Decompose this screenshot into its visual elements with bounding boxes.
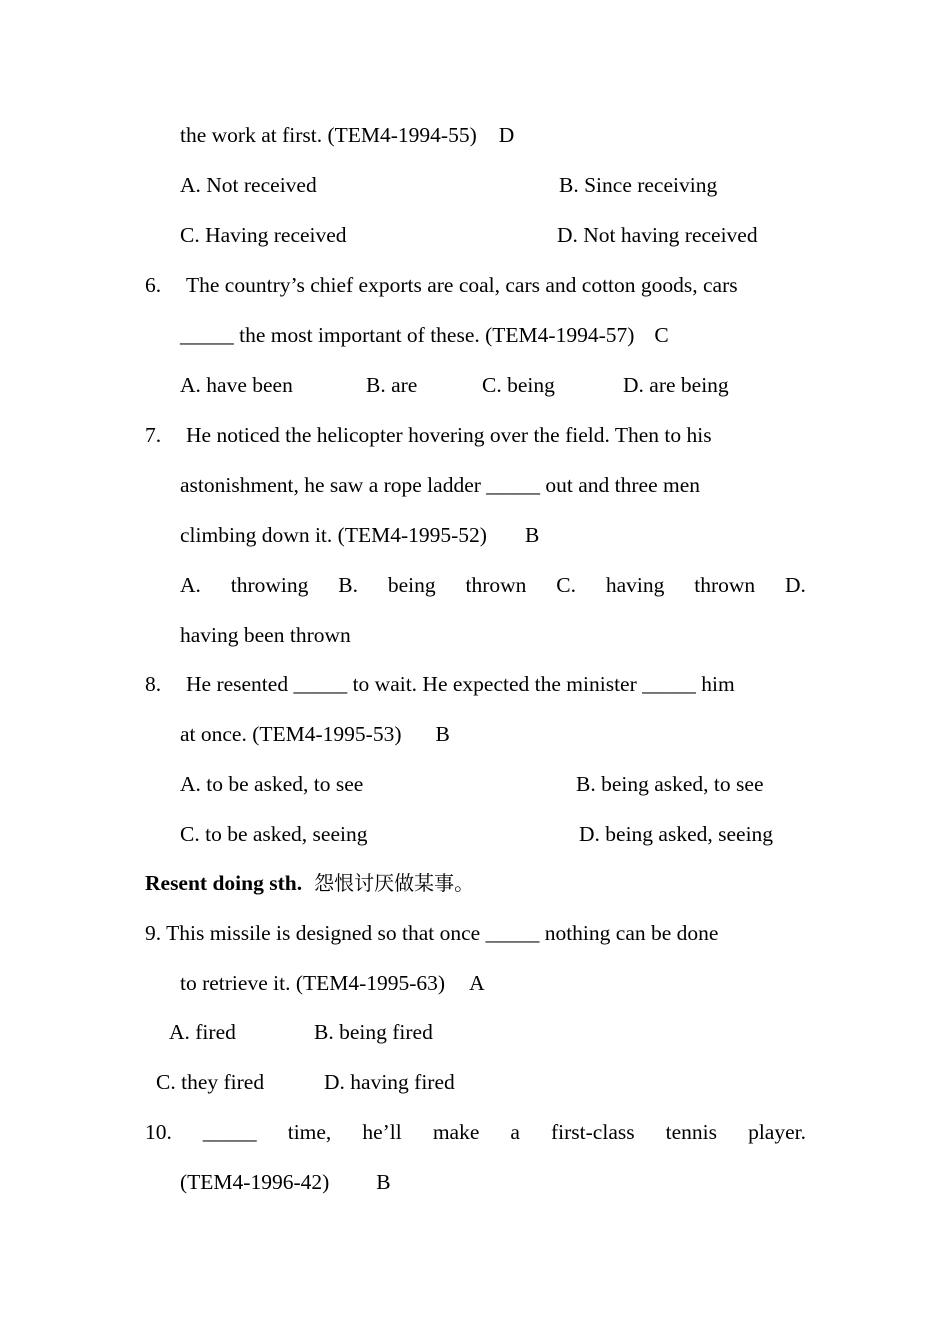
q7-line3: climbing down it. (TEM4-1995-52) bbox=[180, 523, 487, 547]
q6-line2: _____ the most important of these. (TEM4-1994-57) bbox=[180, 323, 635, 347]
q7-opt-word: thrown bbox=[465, 573, 527, 597]
q9-option-d: D. having fired bbox=[324, 1070, 455, 1094]
q7-opt-word: being bbox=[387, 573, 436, 597]
q9-answer: A bbox=[469, 971, 485, 995]
q10-word: player. bbox=[748, 1120, 806, 1144]
q7-opt-word: B. bbox=[338, 573, 358, 597]
q10-word: tennis bbox=[665, 1120, 718, 1144]
q7-opt-word: having bbox=[605, 573, 665, 597]
q8-answer: B bbox=[435, 722, 450, 746]
q5-stem-end bbox=[180, 122, 514, 148]
q6-answer: C bbox=[654, 323, 669, 347]
q10-word: time, bbox=[287, 1120, 332, 1144]
q8-option-d: D. being asked, seeing bbox=[579, 822, 774, 846]
q6-option-c: C. being bbox=[482, 373, 555, 397]
q6-option-b: B. are bbox=[366, 373, 418, 397]
q9-option-b: B. being fired bbox=[314, 1020, 433, 1044]
q10-word: first-class bbox=[551, 1120, 635, 1144]
q7-options-line bbox=[180, 572, 806, 598]
q8-option-a: A. to be asked, to see bbox=[180, 772, 364, 796]
q9-line2: to retrieve it. (TEM4-1995-63) bbox=[180, 971, 446, 995]
q7-opt-word: throwing bbox=[230, 573, 309, 597]
q7-opt-word: D. bbox=[785, 573, 806, 597]
q5-option-a: A. Not received bbox=[180, 173, 317, 197]
q10-word: _____ bbox=[202, 1120, 257, 1144]
q7-number: 7. bbox=[145, 423, 162, 447]
q5-stem-text: the work at first. (TEM4-1994-55) bbox=[180, 123, 477, 147]
q5-option-c: C. Having received bbox=[180, 223, 347, 247]
q8-line1: He resented _____ to wait. He expected the minister _____ him bbox=[186, 672, 735, 696]
q5-answer: D bbox=[498, 123, 515, 147]
q10-line2-row bbox=[180, 1169, 391, 1195]
q6-option-a: A. have been bbox=[180, 373, 293, 397]
q6-option-d: D. are being bbox=[623, 373, 729, 397]
q7-line1: He noticed the helicopter hovering over the field. Then to his bbox=[186, 423, 712, 447]
q10-word: he’ll bbox=[362, 1120, 402, 1144]
q10-word: make bbox=[432, 1120, 480, 1144]
q7-answer: B bbox=[524, 523, 540, 547]
q9-line1: 9. This missile is designed so that once _____ nothing can be done bbox=[145, 921, 719, 945]
q9-option-a: A. fired bbox=[169, 1020, 236, 1044]
q8-line2: at once. (TEM4-1995-53) bbox=[180, 722, 402, 746]
q10-word: a bbox=[510, 1120, 520, 1144]
q10-line2: (TEM4-1996-42) bbox=[180, 1170, 330, 1194]
q6-line2-row bbox=[180, 322, 669, 348]
q7-line2: astonishment, he saw a rope ladder _____ out and three men bbox=[180, 473, 701, 497]
usage-note bbox=[145, 870, 474, 896]
q10-answer: B bbox=[376, 1170, 391, 1194]
q8-number: 8. bbox=[145, 672, 162, 696]
q8-line2-row bbox=[180, 721, 450, 747]
q9-option-c: C. they fired bbox=[156, 1070, 265, 1094]
q6-number: 6. bbox=[145, 273, 162, 297]
q9-line2-row bbox=[180, 970, 485, 996]
usage-note-zh: 怨恨讨厌做某事。 bbox=[314, 871, 475, 895]
q7-opt-word: thrown bbox=[694, 573, 756, 597]
q7-options-cont: having been thrown bbox=[180, 623, 351, 647]
q7-line3-row bbox=[180, 522, 539, 548]
q7-opt-word: A. bbox=[180, 573, 201, 597]
usage-note-en: Resent doing sth. bbox=[145, 871, 303, 895]
q8-option-c: C. to be asked, seeing bbox=[180, 822, 368, 846]
q10-line1 bbox=[145, 1119, 806, 1145]
q5-option-b: B. Since receiving bbox=[559, 173, 718, 197]
q8-option-b: B. being asked, to see bbox=[576, 772, 764, 796]
q7-opt-word: C. bbox=[556, 573, 576, 597]
q6-line1: The country’s chief exports are coal, cars and cotton goods, cars bbox=[186, 273, 738, 297]
q5-option-d: D. Not having received bbox=[557, 223, 758, 247]
q10-word: 10. bbox=[145, 1120, 172, 1144]
